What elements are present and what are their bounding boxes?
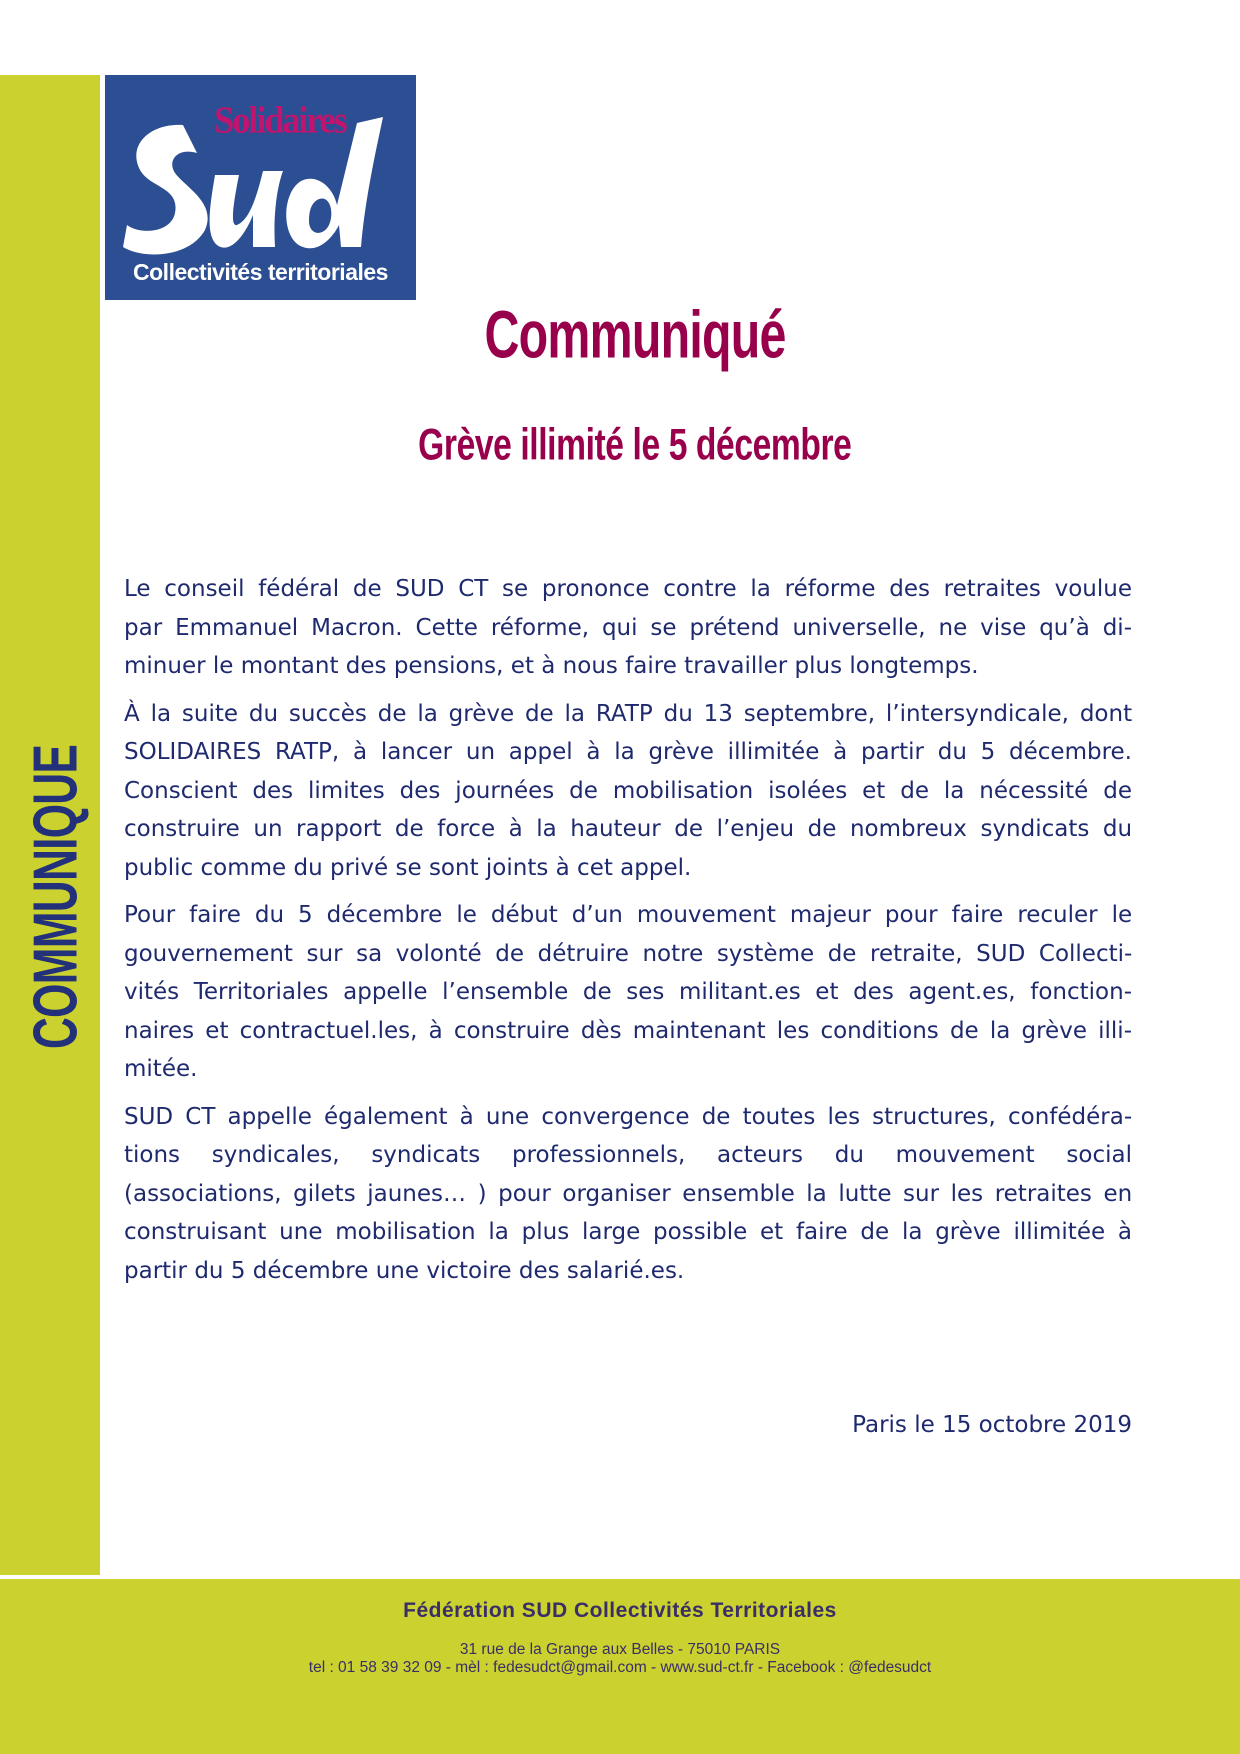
sud-logo-graphic	[105, 75, 416, 300]
paragraph-line: vités Territoriales appelle l’ensemble de ses militant.es et des agent.es, fonction-	[124, 979, 1132, 1005]
sidebar-band	[0, 75, 100, 1575]
sud-logo	[105, 75, 416, 300]
communique-body	[124, 570, 1132, 1299]
paragraph-line: tions syndicales, syndicats professionnels, acteurs du mouvement social	[124, 1142, 1132, 1168]
paragraph-1	[124, 570, 1132, 686]
paragraph-2	[124, 695, 1132, 888]
sidebar-label	[21, 712, 91, 1083]
paragraph-line: gouvernement sur sa volonté de détruire notre système de retraite, SUD Collecti-	[124, 940, 1132, 967]
paragraph-line: Conscient des limites des journées de mobilisation isolées et de la nécessité de	[124, 777, 1132, 804]
signature-date: Paris le 15 octobre 2019	[852, 1412, 1132, 1438]
sidebar-label-text: COMMUNIQUE	[21, 744, 91, 1050]
paragraph-4	[124, 1098, 1132, 1291]
paragraph-3	[124, 896, 1132, 1089]
footer-address: 31 rue de la Grange aux Belles - 75010 PARIS	[459, 1641, 781, 1658]
paragraph-line: construire un rapport de force à la hauteur de l’enjeu de nombreux syndicats du	[124, 816, 1132, 842]
paragraph-line: naires et contractuel.les, à construire dès maintenant les conditions de la grève illi-	[124, 1017, 1132, 1044]
paragraph-line: minuer le montant des pensions, et à nous faire travailler plus longtemps.	[124, 653, 979, 679]
paragraph-line: SUD CT appelle également à une convergence de toutes les structures, confédéra-	[124, 1103, 1132, 1130]
paragraph-line: SOLIDAIRES RATP, à lancer un appel à la grève illimitée à partir du 5 décembre.	[124, 739, 1132, 765]
paragraph-line: par Emmanuel Macron. Cette réforme, qui se prétend universelle, ne vise qu’à di-	[124, 614, 1132, 641]
logo-collectivites-text: Collectivités territoriales	[133, 259, 388, 285]
paragraph-line: public comme du privé se sont joints à cet appel.	[124, 854, 692, 881]
paragraph-line: À la suite du succès de la grève de la RATP du 13 septembre, l’intersyndicale, dont	[124, 700, 1132, 727]
footer	[0, 1579, 1240, 1754]
page-title-text: Communiqué	[484, 298, 786, 373]
footer-organization: Fédération SUD Collectivités Territoriales	[403, 1599, 837, 1622]
paragraph-line: construisant une mobilisation la plus large possible et faire de la grève illimitée à	[124, 1219, 1132, 1245]
paragraph-line: mitée.	[124, 1056, 198, 1082]
footer-contact: tel : 01 58 39 32 09 - mèl : fedesudct@gmail.com - www.sud-ct.fr - Facebook : @fedesudct	[308, 1659, 932, 1676]
page-subtitle-text: Grève illimité le 5 décembre	[418, 419, 852, 470]
paragraph-line: partir du 5 décembre une victoire des salarié.es.	[124, 1257, 685, 1284]
page-title	[420, 300, 850, 372]
logo-solidaires-text: Solidaires	[214, 98, 346, 141]
page-subtitle	[300, 420, 970, 470]
paragraph-line: Pour faire du 5 décembre le début d’un mouvement majeur pour faire reculer le	[124, 902, 1132, 928]
paragraph-line: (associations, gilets jaunes… ) pour organiser ensemble la lutte sur les retraites en	[124, 1180, 1132, 1207]
paragraph-line: Le conseil fédéral de SUD CT se prononce contre la réforme des retraites voulue	[124, 576, 1132, 602]
